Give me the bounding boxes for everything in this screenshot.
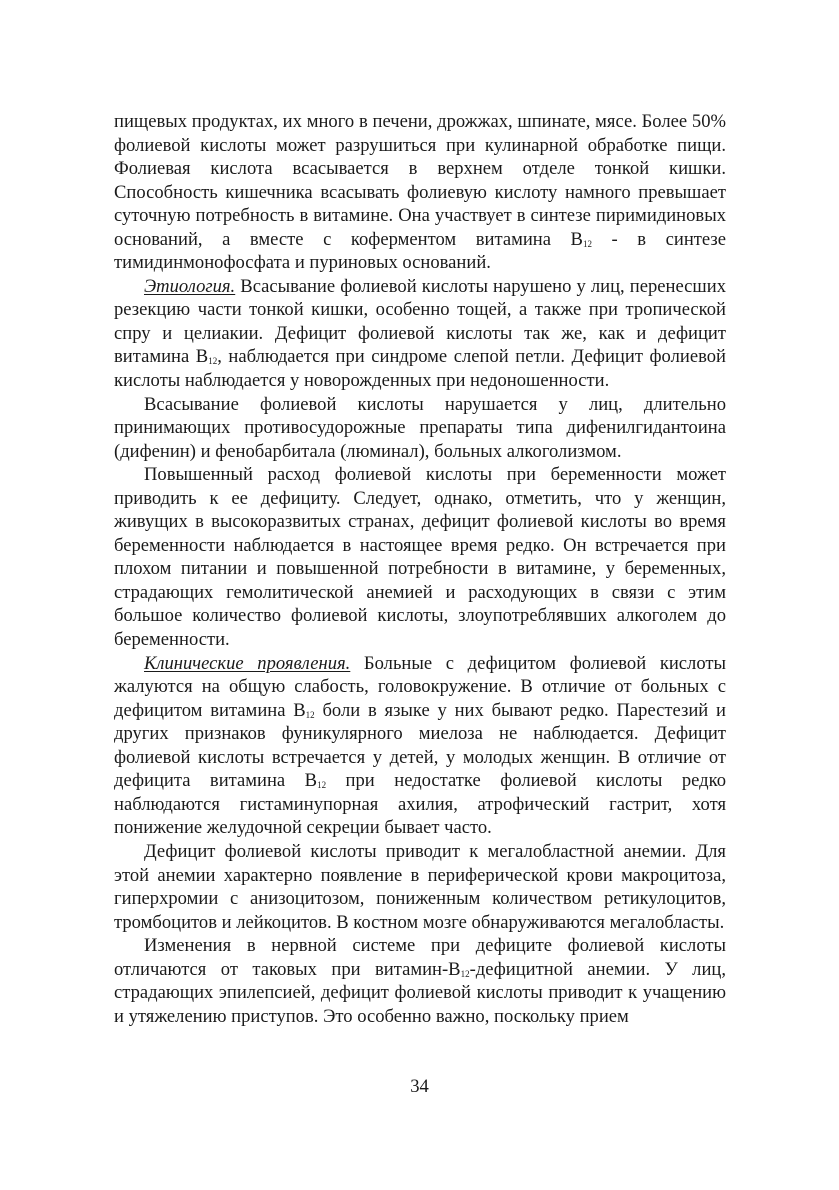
section-heading-clinical: Клинические проявления. [144,652,351,674]
section-heading-etiology: Этиология. [144,275,236,297]
page-text [114,110,726,1028]
paragraph-1-text-a: пищевых продуктах, их много в печени, дрожжах, шпинате, мясе. Более 50% фолиевой кислоты может разрушиться при кулинарной обработке пищи. Фолиевая кислота всасывается в верхнем отделе тонкой кишки. Способность кишечника всасывать фолиевую кислоту намного превышает суточную потребность в витамине. Она участвует в синтезе пиримидиновых оснований, а вместе с коферментом витамина B [114,111,726,250]
paragraph-3: Всасывание фолиевой кислоты нарушается у лиц, длительно принимающих противосудорожные препараты типа дифенилгидантоина (дифенин) и фенобарбитала (люминал), больных алкоголизмом. [114,393,726,462]
paragraph-clinical [114,652,726,840]
paragraph-6: Дефицит фолиевой кислоты приводит к мегалобластной анемии. Для этой анемии характерно появление в периферической крови макроцитоза, гиперхромии с анизоцитозом, пониженным количеством ретикулоцитов, тромбоцитов и лейкоцитов. В костном мозге обнаруживаются мегалобласты. [114,840,726,933]
page-number: 34 [410,1076,429,1097]
paragraph-5-text-b: боли в языке у них бывают редко. Парестезий и других признаков фуникулярного миелоза не наблюдается. Дефицит фолиевой кислоты встречается у детей, у молодых женщин. В отличие от дефицита витамина B [114,699,726,792]
paragraph-7-text-a: Изменения в нервной системе при дефиците фолиевой кислоты отличаются от таковых при витамин-B [114,935,726,980]
paragraph-7 [114,934,726,1028]
subscript: 12 [317,780,327,791]
paragraph-7-text-b: -дефицитной анемии. У лиц, страдающих эпилепсией, дефицит фолиевой кислоты приводит к учащению и утяжелению приступов. Это особенно важно, поскольку прием [114,958,726,1027]
paragraph-etiology [114,275,726,393]
subscript: 12 [305,709,315,720]
paragraph-1-text-b: - в синтезе тимидинмонофосфата и пуриновых оснований. [114,228,727,274]
subscript: 12 [460,968,470,979]
paragraph-2-text-a: Всасывание фолиевой кислоты нарушено у лиц, перенесших резекцию части тонкой кишки, особенно тощей, а также при тропической спру и целиакии. Дефицит фолиевой кислоты так же, как и дефицит витамина B [114,275,726,368]
paragraph-4: Повышенный расход фолиевой кислоты при беременности может приводить к ее дефициту. Следует, однако, отметить, что у женщин, живущих в высокоразвитых странах, дефицит фолиевой кислоты во время беременности наблюдается в настоящее время редко. Он встречается при плохом питании и повышенной потребности в витамине, у беременных, страдающих гемолитической анемией и расходующих в связи с этим большое количество фолиевой кислоты, злоупотреблявших алкоголем до беременности. [114,464,726,651]
paragraph-5-text-c: при недостатке фолиевой кислоты редко наблюдаются гистаминупорная ахилия, атрофический гастрит, хотя понижение желудочной секреции бывает часто. [114,770,727,839]
paragraph-5-text-a: Больные с дефицитом фолиевой кислоты жалуются на общую слабость, головокружение. В отличие от больных с дефицитом витамина B [114,652,727,721]
subscript: 12 [582,238,592,249]
paragraph-2-text-b: , наблюдается при синдроме слепой петли. Дефицит фолиевой кислоты наблюдается у новорожденных при недоношенности. [114,346,726,392]
paragraph-1 [114,110,726,275]
subscript: 12 [208,356,218,367]
